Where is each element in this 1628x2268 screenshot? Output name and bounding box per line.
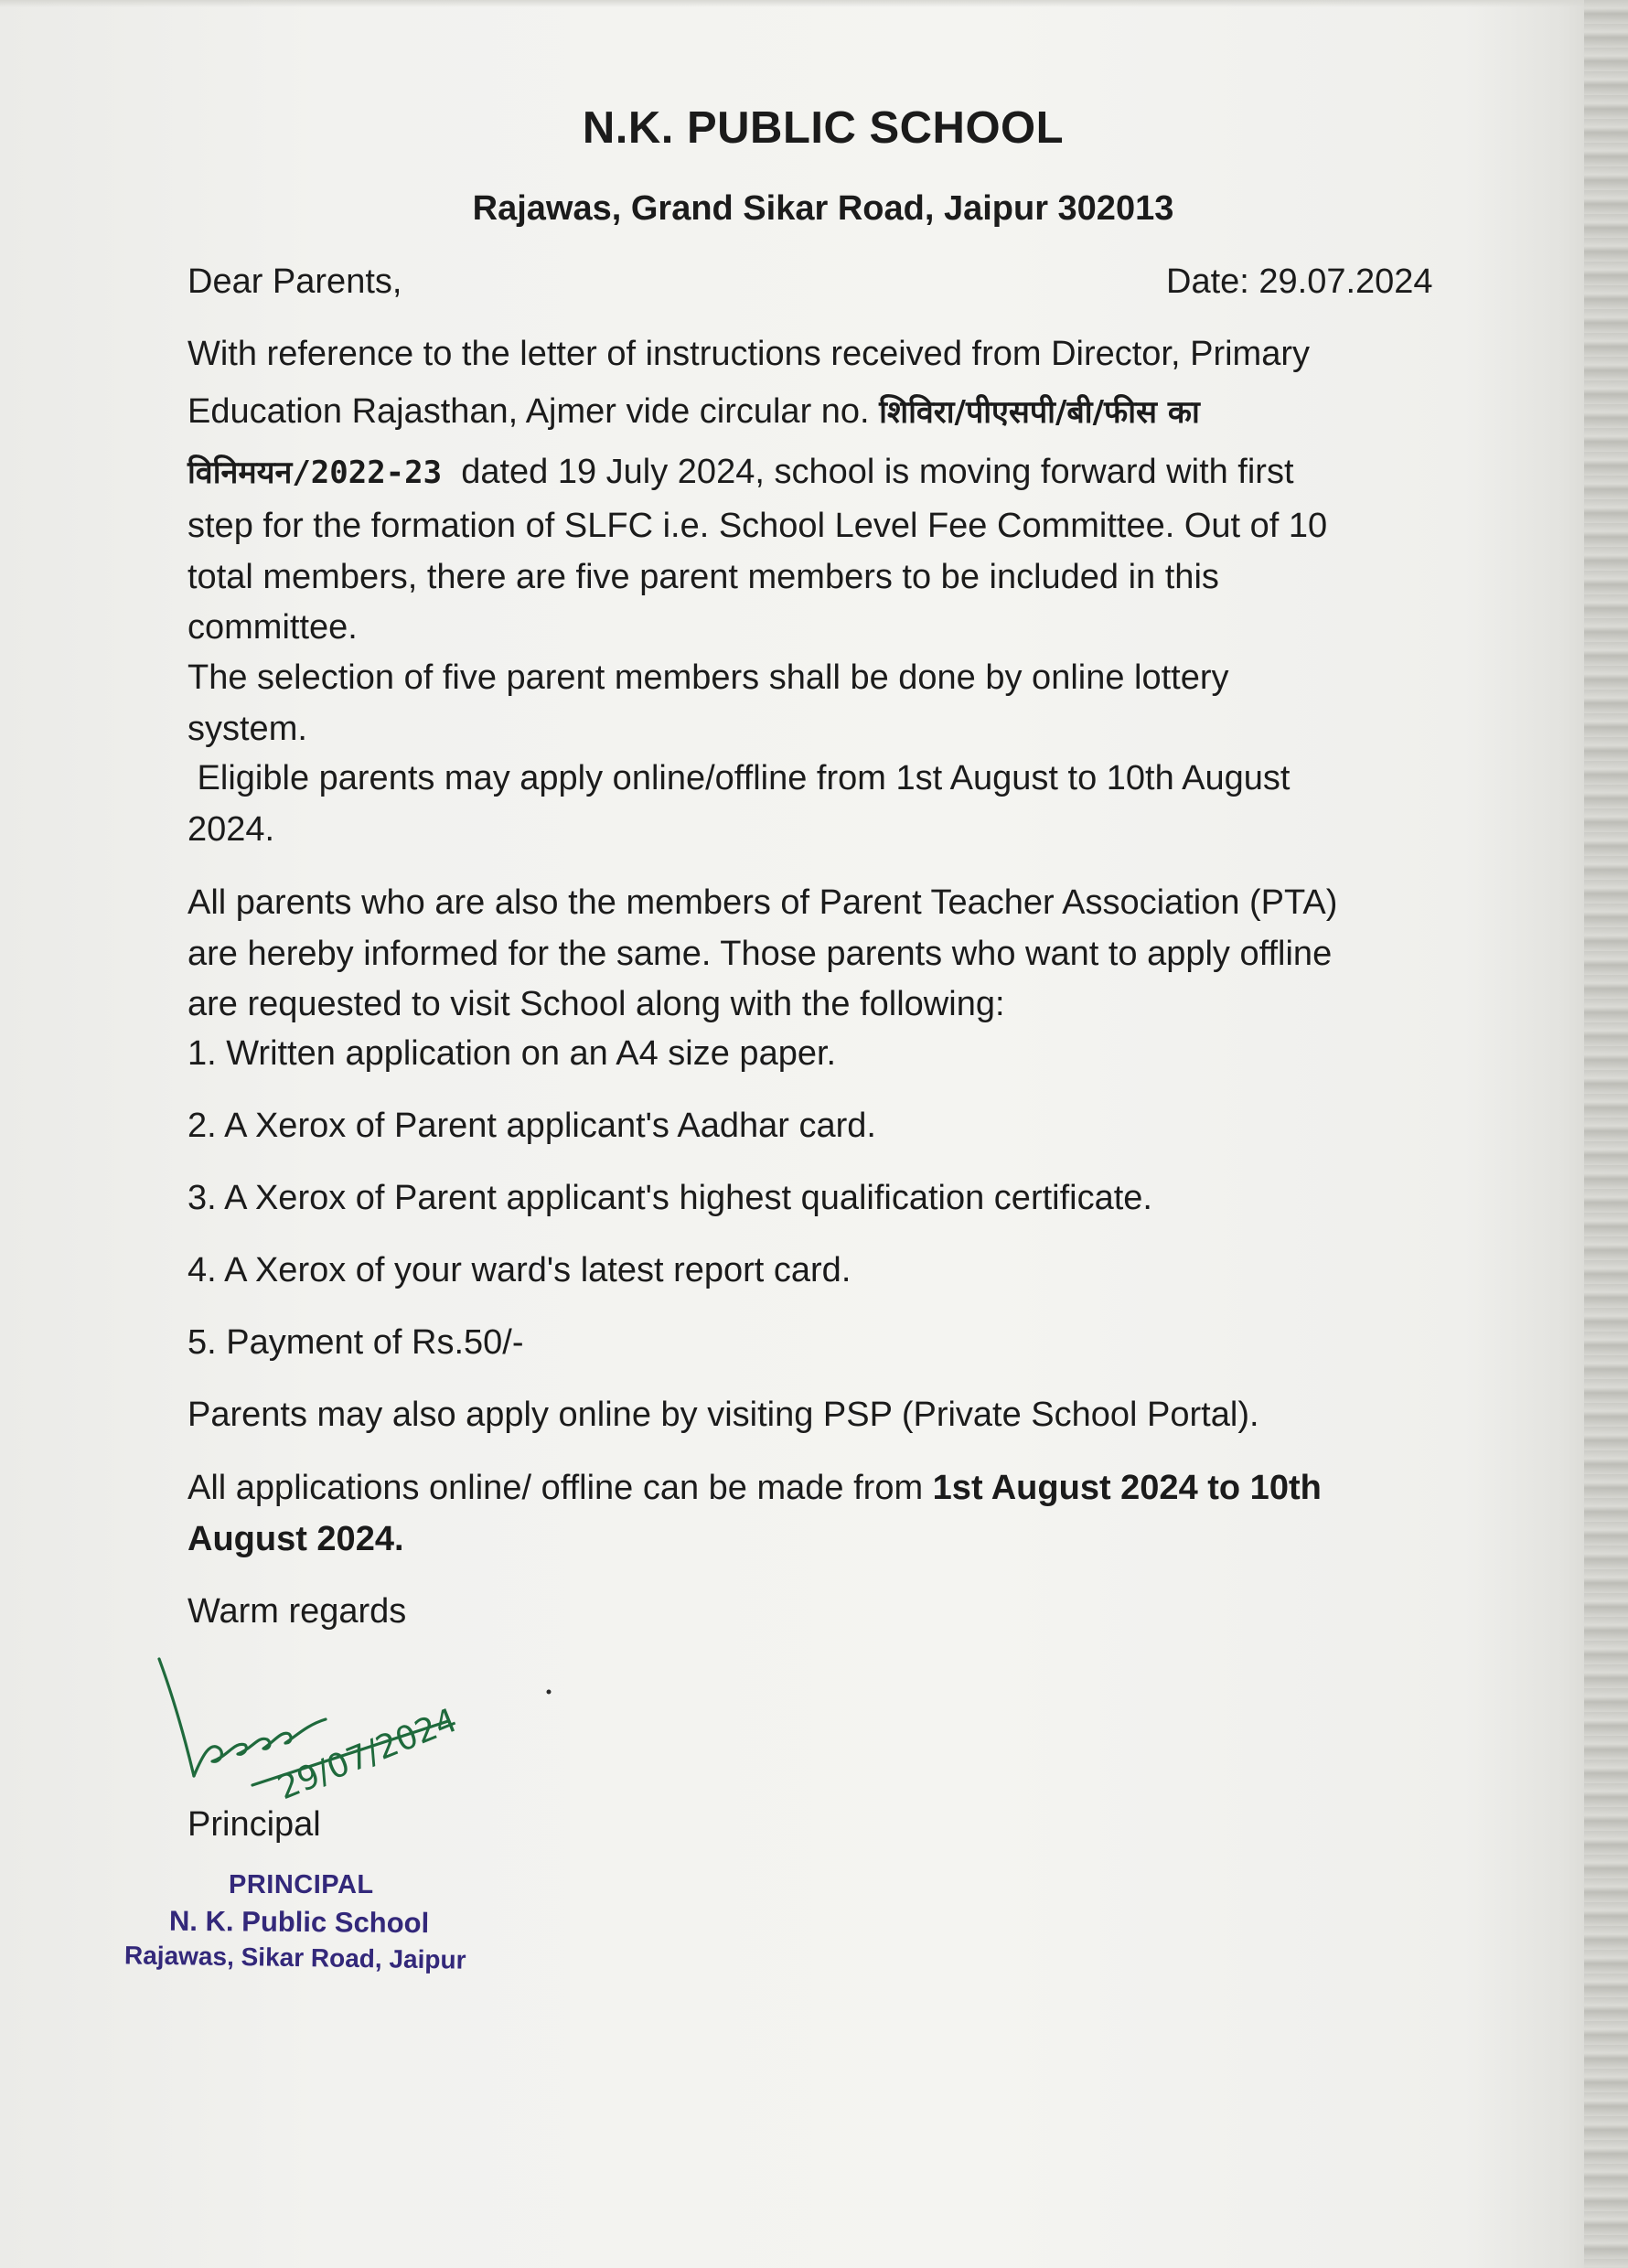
body-line: step for the formation of SLFC i.e. School Level Fee Committee. Out of 10 [187,507,1328,545]
paper-right-edge-shadow [1584,0,1628,2268]
school-address: Rajawas, Grand Sikar Road, Jaipur 302013 [472,189,1174,228]
ink-dot [547,1690,552,1695]
body-line-circular [187,390,1200,432]
signature-date: 29/07/2024 [273,1701,463,1808]
body-text: dated 19 July 2024, school is moving forward with first [442,453,1294,491]
body-line: system. [187,710,307,748]
body-line: are hereby informed for the same. Those parents who want to apply offline [187,935,1333,973]
body-line: 2024. [187,810,275,849]
stamp-school: N. K. Public School [168,1904,430,1940]
circular-year: /2022-23 [292,455,443,491]
circular-number-hindi: शिविरा/पीएसपी/बी/फीस का [879,394,1200,431]
list-item: 3. A Xerox of Parent applicant's highest qualification certificate. [187,1179,1152,1217]
stamp-address: Rajawas, Sikar Road, Jaipur [123,1941,466,1974]
paper-top-edge [0,0,1628,7]
body-line: committee. [187,608,358,647]
body-line: Eligible parents may apply online/offline from 1st August to 10th August [187,759,1291,797]
body-line-circular-ref [187,450,1294,492]
deadline-dates: 1st August 2024 to 10th [932,1469,1322,1507]
greeting: Dear Parents, [187,262,402,301]
online-apply-line: Parents may also apply online by visiting PSP (Private School Portal). [187,1396,1259,1434]
letter-date: Date: 29.07.2024 [1166,262,1433,301]
body-line: total members, there are five parent members to be included in this [187,558,1219,596]
body-line: are requested to visit School along with the following: [187,985,1005,1023]
principal-stamp [110,1866,494,2012]
list-item: 2. A Xerox of Parent applicant's Aadhar card. [187,1107,876,1145]
signatory-title: Principal [187,1805,321,1844]
deadline-line [187,1469,1322,1508]
list-item: 1. Written application on an A4 size paper. [187,1034,837,1073]
principal-signature [146,1646,567,1820]
body-line: With reference to the letter of instructions received from Director, Primary [187,335,1310,373]
body-text: Education Rajasthan, Ajmer vide circular no. [187,392,880,431]
body-line: The selection of five parent members shall be done by online lottery [187,658,1229,697]
deadline-dates-cont: August 2024. [187,1520,404,1558]
stamp-title: PRINCIPAL [229,1870,374,1899]
deadline-text: All applications online/ offline can be made from [187,1469,933,1507]
closing: Warm regards [187,1592,407,1631]
school-name: N.K. PUBLIC SCHOOL [582,103,1065,153]
circular-number-hindi-cont: विनिमयन [187,455,293,491]
list-item: 5. Payment of Rs.50/- [187,1323,524,1362]
body-line: All parents who are also the members of Parent Teacher Association (PTA) [187,883,1338,922]
list-item: 4. A Xerox of your ward's latest report card. [187,1251,851,1289]
